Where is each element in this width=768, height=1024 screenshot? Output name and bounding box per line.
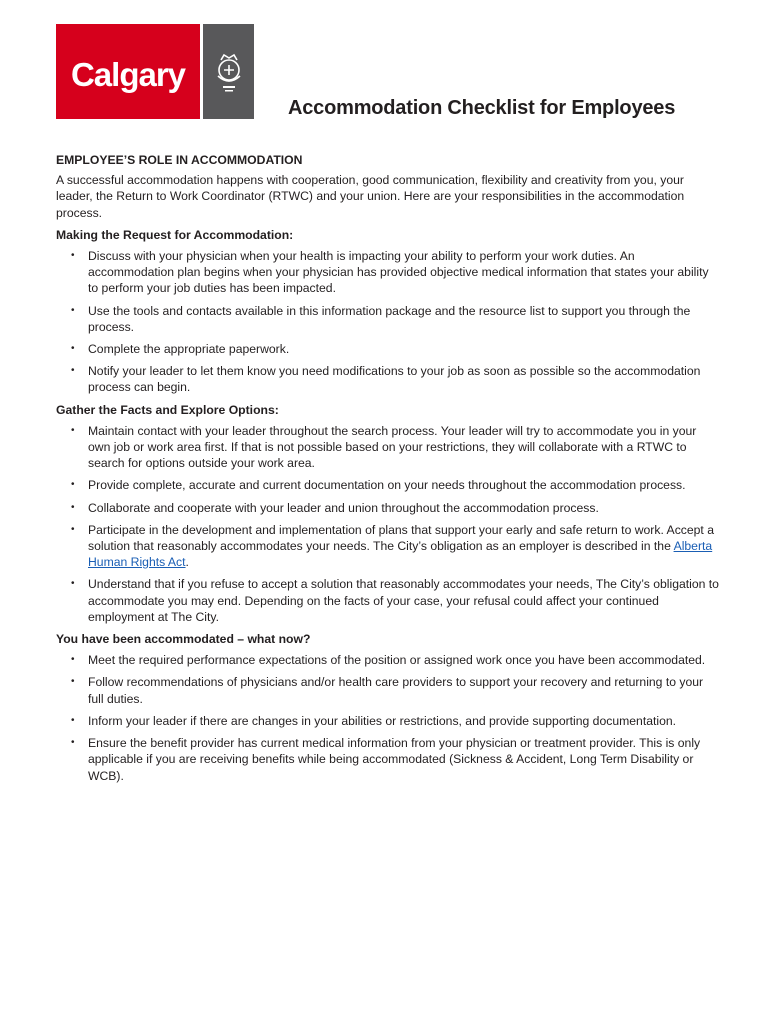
request-list xyxy=(56,248,720,396)
list-item: • Follow recommendations of physicians and/or health care providers to support your recovery and returning to your full duties. xyxy=(71,675,704,706)
list-item: • Notify your leader to let them know you need modifications to your job as soon as possible so the accommodation process can begin. xyxy=(71,364,701,395)
group-heading-request: Making the Request for Accommodation: xyxy=(56,227,294,242)
list-item: • Understand that if you refuse to accept a solution that reasonably accommodates your needs, The City’s obligation to accommodate you may end. Depending on the facts of your case, your refusal could affect your continued employment at The City. xyxy=(71,577,719,624)
list-item: • Use the tools and contacts available in this information package and the resource list to support you through the process. xyxy=(71,303,691,334)
accommodated-list xyxy=(56,652,720,783)
section-heading: EMPLOYEE’S ROLE IN ACCOMMODATION xyxy=(56,153,303,167)
alberta-human-rights-act-link[interactable]: Alberta Human Rights Act xyxy=(88,539,713,570)
group-heading-facts: Gather the Facts and Explore Options: xyxy=(56,402,279,417)
logo-grey-block xyxy=(203,24,254,119)
city-crest-icon xyxy=(212,50,246,94)
intro-paragraph: A successful accommodation happens with cooperation, good communication, flexibility and creativity from you, your leader, the Return to Work Coordinator (RTWC) and your union. Here are your responsibilities in the accommodation process. xyxy=(56,173,685,220)
logo-wordmark: Calgary xyxy=(70,55,186,93)
list-item: • Complete the appropriate paperwork. xyxy=(71,342,290,357)
list-item: • Meet the required performance expectations of the position or assigned work once you have been accommodated. xyxy=(71,653,706,668)
logo-red-block xyxy=(56,24,200,119)
page-title: Accommodation Checklist for Employees xyxy=(288,97,676,119)
list-item: • Provide complete, accurate and current documentation on your needs throughout the accommodation process. xyxy=(71,478,686,493)
group-heading-accommodated: You have been accommodated – what now? xyxy=(56,632,311,647)
list-item: • Ensure the benefit provider has current medical information from your physician or treatment provider. This is only applicable if you are receiving benefits while being accommodated (Sickness & Accident, Long Term Disability or WCB). xyxy=(71,736,701,783)
list-item: • Collaborate and cooperate with your leader and union throughout the accommodation process. xyxy=(71,500,599,515)
facts-list xyxy=(56,423,720,625)
document-body xyxy=(56,152,720,790)
list-item: • Maintain contact with your leader throughout the search process. Your leader will try to accommodate you in your own job or work area first. If that is not possible based on your restrictions, they will collaborate with a RTWC to search for options outside your work area. xyxy=(71,423,697,471)
list-item: • Participate in the development and implementation of plans that support your early and safe return to work. Accept a solution that reasonably accommodates your needs. The City’s obligation as an employer is described in the Alberta Human Rights Act. xyxy=(71,522,714,570)
list-item: • Discuss with your physician when your health is impacting your ability to perform your work duties. An accommodation plan begins when your physician has provided objective medical information that states your ability to perform your job duties has been impacted. xyxy=(71,249,709,296)
calgary-logo xyxy=(56,24,254,119)
list-item: • Inform your leader if there are changes in your abilities or restrictions, and provide supporting documentation. xyxy=(71,713,677,728)
